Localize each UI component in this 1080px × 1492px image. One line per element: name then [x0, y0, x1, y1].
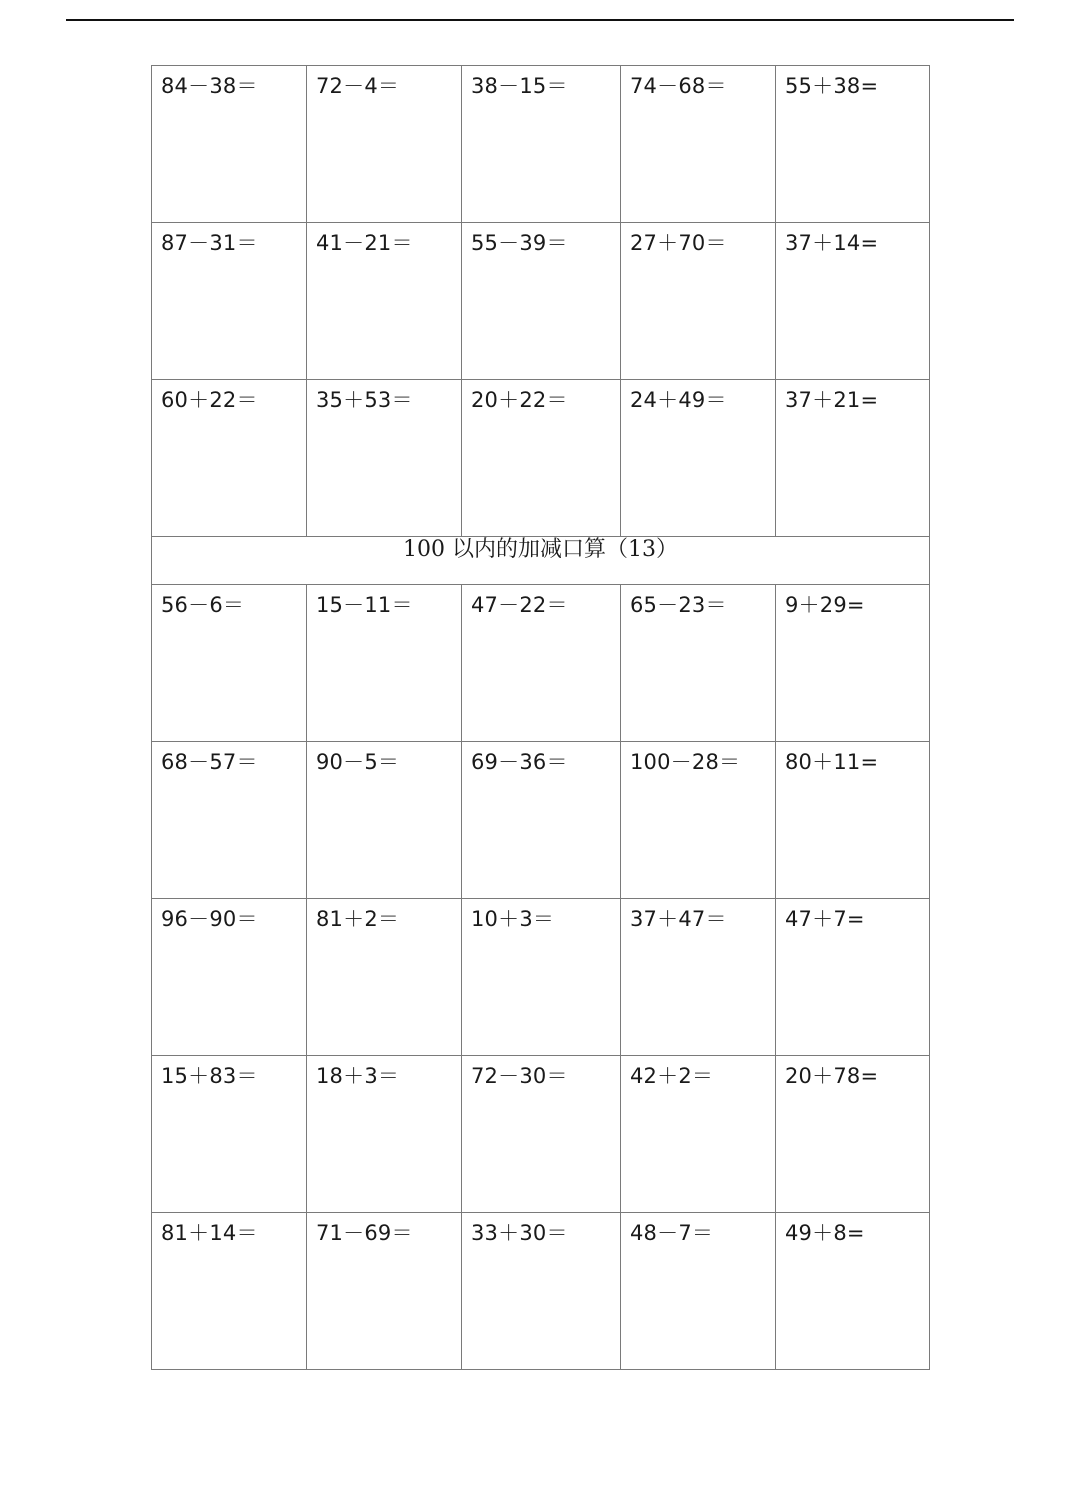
problem-cell [462, 899, 621, 1056]
problem-text: 68－57＝ [161, 750, 258, 774]
problem-cell [152, 742, 307, 899]
problem-text: 55＋38= [785, 74, 879, 98]
problem-cell [152, 223, 307, 380]
problem-text: 84－38＝ [161, 74, 258, 98]
problem-cell [462, 380, 621, 537]
problem-text: 48－7＝ [630, 1221, 714, 1245]
problem-text: 96－90＝ [161, 907, 258, 931]
problem-text: 41－21＝ [316, 231, 413, 255]
header-rule [66, 19, 1014, 21]
problem-cell [307, 742, 462, 899]
problem-cell [462, 223, 621, 380]
problem-cell [307, 66, 462, 223]
problem-cell [621, 899, 776, 1056]
problem-cell [307, 380, 462, 537]
problem-text: 20＋78= [785, 1064, 879, 1088]
problem-text: 72－30＝ [471, 1064, 568, 1088]
problem-cell [152, 66, 307, 223]
problem-text: 20＋22＝ [471, 388, 568, 412]
problem-row [152, 66, 930, 223]
problem-cell [621, 585, 776, 742]
problem-row [152, 742, 930, 899]
problem-cell [776, 66, 930, 223]
problem-text: 47－22＝ [471, 593, 568, 617]
problem-cell [307, 899, 462, 1056]
problem-text: 69－36＝ [471, 750, 568, 774]
problem-text: 71－69＝ [316, 1221, 413, 1245]
section-title-cell [152, 537, 930, 585]
problem-text: 47＋7= [785, 907, 865, 931]
problem-text: 37＋14= [785, 231, 879, 255]
problem-cell [776, 1056, 930, 1213]
problem-cell [621, 380, 776, 537]
problem-text: 33＋30＝ [471, 1221, 568, 1245]
problem-text: 37＋21= [785, 388, 879, 412]
problem-cell [462, 1056, 621, 1213]
problem-text: 87－31＝ [161, 231, 258, 255]
problem-cell [776, 223, 930, 380]
problem-cell [152, 1213, 307, 1370]
problem-text: 60＋22＝ [161, 388, 258, 412]
problem-text: 9＋29= [785, 593, 865, 617]
problem-cell [462, 1213, 621, 1370]
arithmetic-worksheet-table [151, 65, 930, 1370]
problem-cell [621, 66, 776, 223]
problem-cell [621, 223, 776, 380]
problem-text: 90－5＝ [316, 750, 400, 774]
section-title-row [152, 537, 930, 585]
problem-cell [307, 1056, 462, 1213]
problem-text: 55－39＝ [471, 231, 568, 255]
problem-text: 15＋83＝ [161, 1064, 258, 1088]
problem-text: 72－4＝ [316, 74, 400, 98]
problem-text: 18＋3＝ [316, 1064, 400, 1088]
problem-cell [152, 1056, 307, 1213]
problem-cell [152, 380, 307, 537]
problem-text: 35＋53＝ [316, 388, 413, 412]
problem-text: 27＋70＝ [630, 231, 727, 255]
problem-cell [152, 899, 307, 1056]
problem-text: 56－6＝ [161, 593, 245, 617]
problem-text: 37＋47＝ [630, 907, 727, 931]
problem-text: 15－11＝ [316, 593, 413, 617]
problem-cell [462, 66, 621, 223]
problem-cell [307, 223, 462, 380]
problem-cell [621, 742, 776, 899]
problem-text: 100－28＝ [630, 750, 741, 774]
problem-text: 81＋14＝ [161, 1221, 258, 1245]
problem-cell [462, 742, 621, 899]
problem-text: 80＋11= [785, 750, 879, 774]
problem-cell [152, 585, 307, 742]
problem-text: 74－68＝ [630, 74, 727, 98]
problem-cell [776, 899, 930, 1056]
problem-row [152, 1056, 930, 1213]
problem-text: 49＋8= [785, 1221, 865, 1245]
section-title: 100 以内的加减口算（13） [403, 537, 678, 562]
problem-row [152, 585, 930, 742]
problem-cell [776, 585, 930, 742]
problem-text: 10＋3＝ [471, 907, 555, 931]
problem-cell [621, 1213, 776, 1370]
problem-row [152, 1213, 930, 1370]
problem-cell [307, 585, 462, 742]
problem-text: 42＋2＝ [630, 1064, 714, 1088]
problem-text: 38－15＝ [471, 74, 568, 98]
problem-cell [776, 1213, 930, 1370]
problem-cell [307, 1213, 462, 1370]
problem-text: 81＋2＝ [316, 907, 400, 931]
problem-text: 65－23＝ [630, 593, 727, 617]
problem-row [152, 380, 930, 537]
problem-row [152, 223, 930, 380]
problem-text: 24＋49＝ [630, 388, 727, 412]
problem-cell [621, 1056, 776, 1213]
problem-cell [462, 585, 621, 742]
problem-cell [776, 742, 930, 899]
problem-cell [776, 380, 930, 537]
problem-row [152, 899, 930, 1056]
